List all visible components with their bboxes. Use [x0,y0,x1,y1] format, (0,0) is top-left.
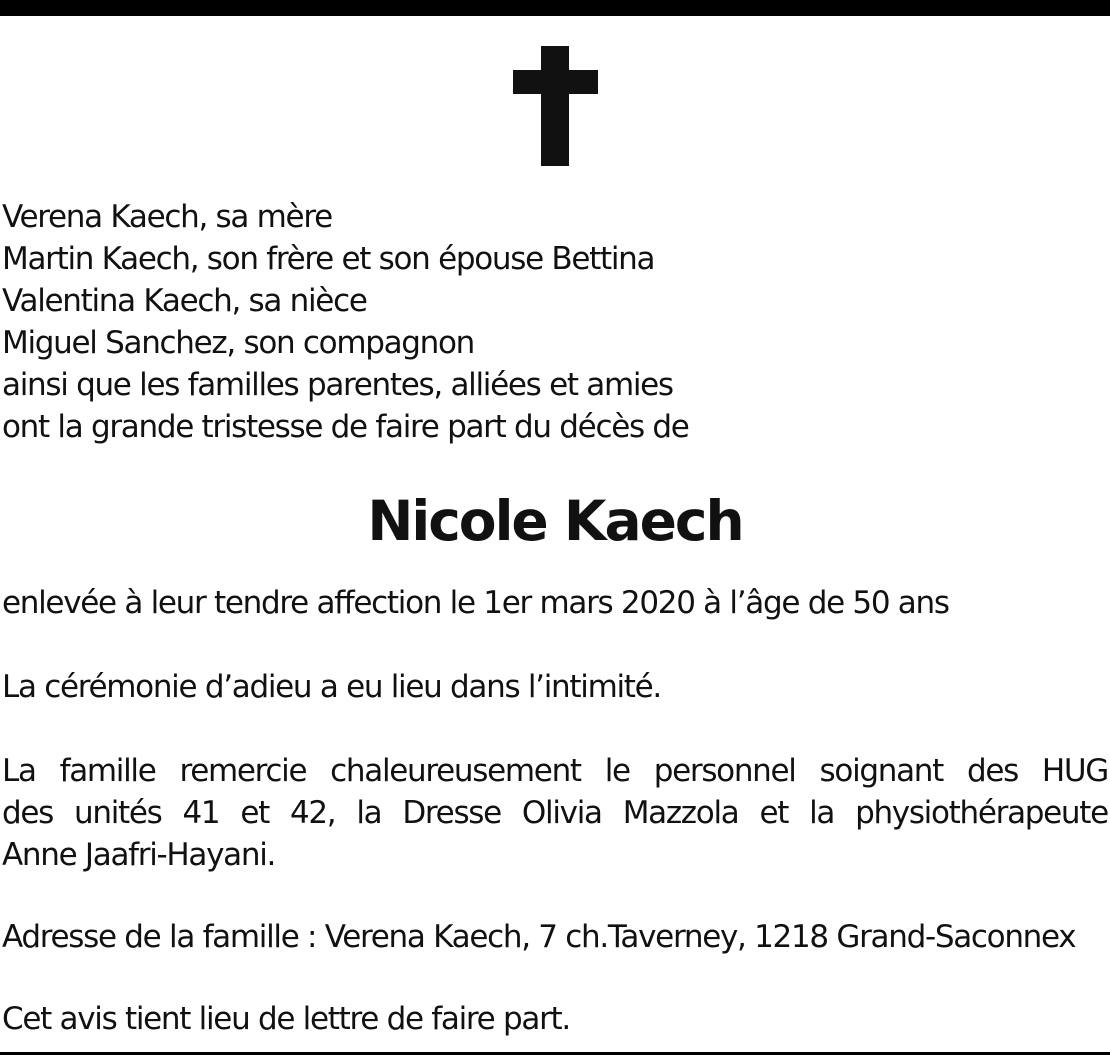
family-line: ont la grande tristesse de faire part du décès de [2,409,689,445]
top-rule [0,0,1110,16]
thanks-paragraph [2,750,1108,876]
family-list [2,196,689,448]
deceased-name: Nicole Kaech [367,489,743,553]
family-line: Martin Kaech, son frère et son épouse Bettina [2,241,655,277]
family-line: Miguel Sanchez, son compagnon [2,325,475,361]
family-line: Verena Kaech, sa mère [2,199,332,235]
thanks-line: des unités 41 et 42, la Dresse Olivia Mazzola et la physiothérapeute [2,795,1108,831]
ceremony-text: La cérémonie d’adieu a eu lieu dans l’intimité. [2,669,661,705]
family-address: Adresse de la famille : Verena Kaech, 7 ch.Taverney, 1218 Grand-Saconnex [2,919,1076,955]
closing-text: Cet avis tient lieu de lettre de faire part. [2,1001,570,1037]
cross-icon [513,46,598,166]
family-line: Valentina Kaech, sa nièce [2,283,367,319]
bottom-rule [0,1052,1110,1055]
thanks-line: La famille remercie chaleureusement le personnel soignant des HUG [2,753,1108,789]
thanks-line: Anne Jaafri-Hayani. [2,837,276,873]
death-notice: enlevée à leur tendre affection le 1er mars 2020 à l’âge de 50 ans [2,585,949,621]
family-line: ainsi que les familles parentes, alliées et amies [2,367,673,403]
